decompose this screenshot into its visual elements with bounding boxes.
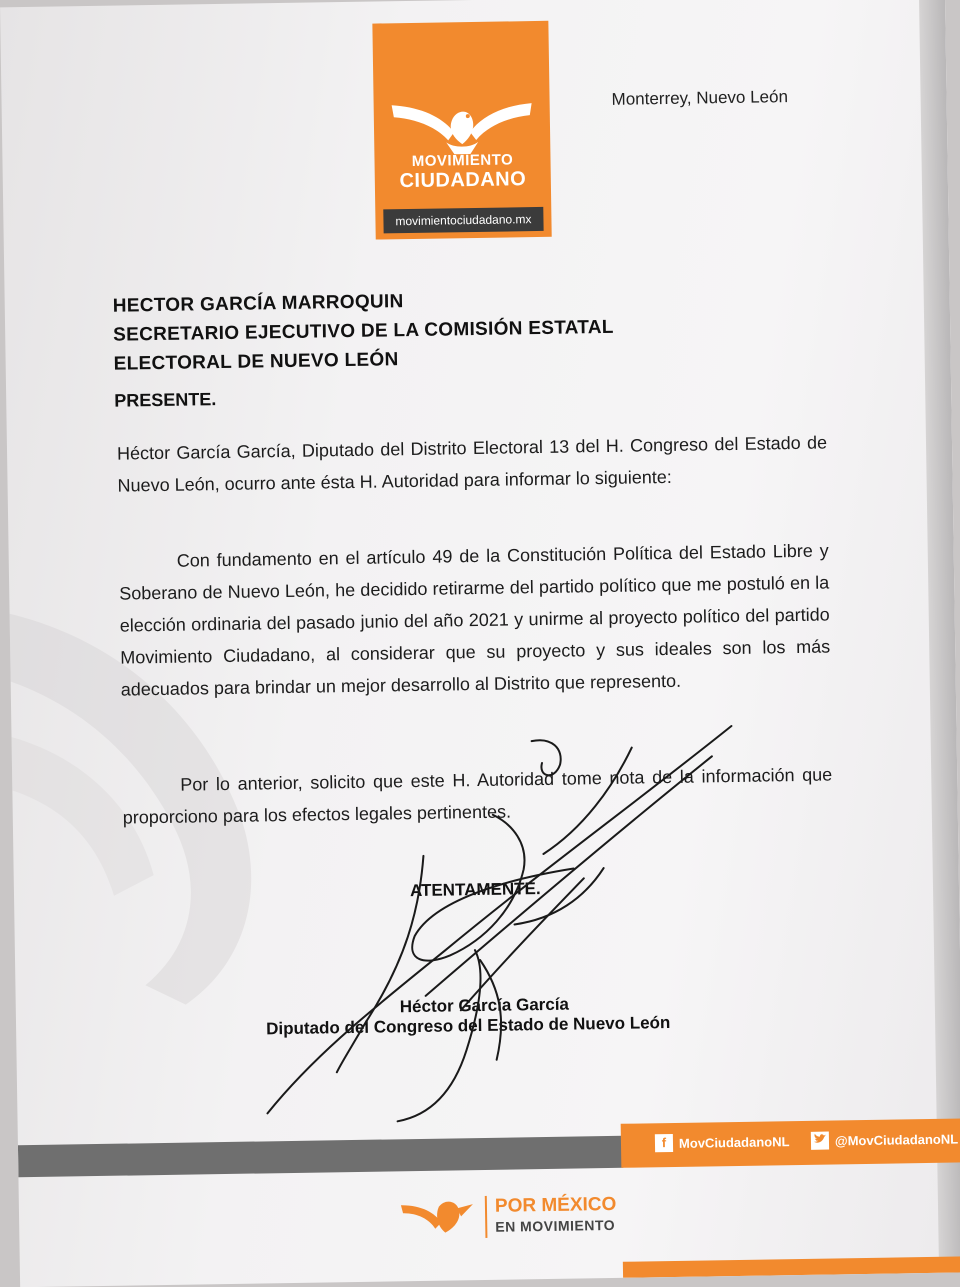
slogan-line1: POR MÉXICO xyxy=(494,1193,617,1217)
footer-bottom-strip xyxy=(623,1256,960,1277)
recipient-block xyxy=(113,284,615,379)
twitter-icon xyxy=(811,1132,829,1150)
body-paragraph-2: Con fundamento en el artículo 49 de la Constitución Política del Estado Libre y Soberano de Nuevo León, he decidido retirarme del partido político que me postuló en la elección ordinaria del pasado junio del año 2021 y unirme al proyecto político del partido Movimiento Ciudadano, al considerar que su proyecto y sus ideales son los más adecuados para brindar un mejor desarrollo al Distrito que represento. xyxy=(119,540,831,700)
recipient-name: HECTOR GARCÍA MARROQUIN xyxy=(112,291,404,317)
handwritten-signature xyxy=(241,716,757,1134)
logo-text-ciudadano: CIUDADANO xyxy=(399,168,527,193)
footer-social-band xyxy=(621,1118,960,1167)
recipient-title-line2: ELECTORAL DE NUEVO LEÓN xyxy=(113,349,399,375)
paper-fold-edge xyxy=(919,0,960,1273)
recipient-title-line1: SECRETARIO EJECUTIVO DE LA COMISIÓN ESTATAL xyxy=(113,316,614,346)
signer-title: Diputado del Congreso del Estado de Nuevo León xyxy=(265,1013,671,1039)
footer-twitter xyxy=(811,1130,958,1150)
footer-facebook xyxy=(655,1132,790,1152)
signer-name: Héctor García García xyxy=(399,994,570,1017)
bottom-divider xyxy=(485,1196,488,1238)
twitter-handle: @MovCiudadanoNL xyxy=(834,1131,959,1148)
letter-place: Monterrey, Nuevo León xyxy=(611,87,789,109)
greeting: PRESENTE. xyxy=(114,389,217,411)
body-paragraph-1: Héctor García García, Diputado del Distrito Electoral 13 del H. Congreso del Estado de Nuevo León, ocurro ante ésta H. Autoridad para informar lo siguiente: xyxy=(116,432,828,496)
facebook-handle: MovCiudadanoNL xyxy=(678,1133,790,1151)
body-paragraph-3: Por lo anterior, solicito que este H. Autoridad tome nota de la información que proporciono para los efectos legales pertinentes. xyxy=(122,764,833,828)
bottom-eagle-logo-icon xyxy=(399,1190,480,1241)
logo-text-movimiento: MOVIMIENTO xyxy=(411,151,514,170)
slogan-line2: EN MOVIMIENTO xyxy=(495,1216,616,1235)
facebook-icon: f xyxy=(655,1134,673,1152)
closing: ATENTAMENTE. xyxy=(409,879,541,901)
footer-grey-band xyxy=(18,1136,623,1177)
logo-website: movimientociudadano.mx xyxy=(383,207,543,234)
party-logo xyxy=(372,21,551,240)
